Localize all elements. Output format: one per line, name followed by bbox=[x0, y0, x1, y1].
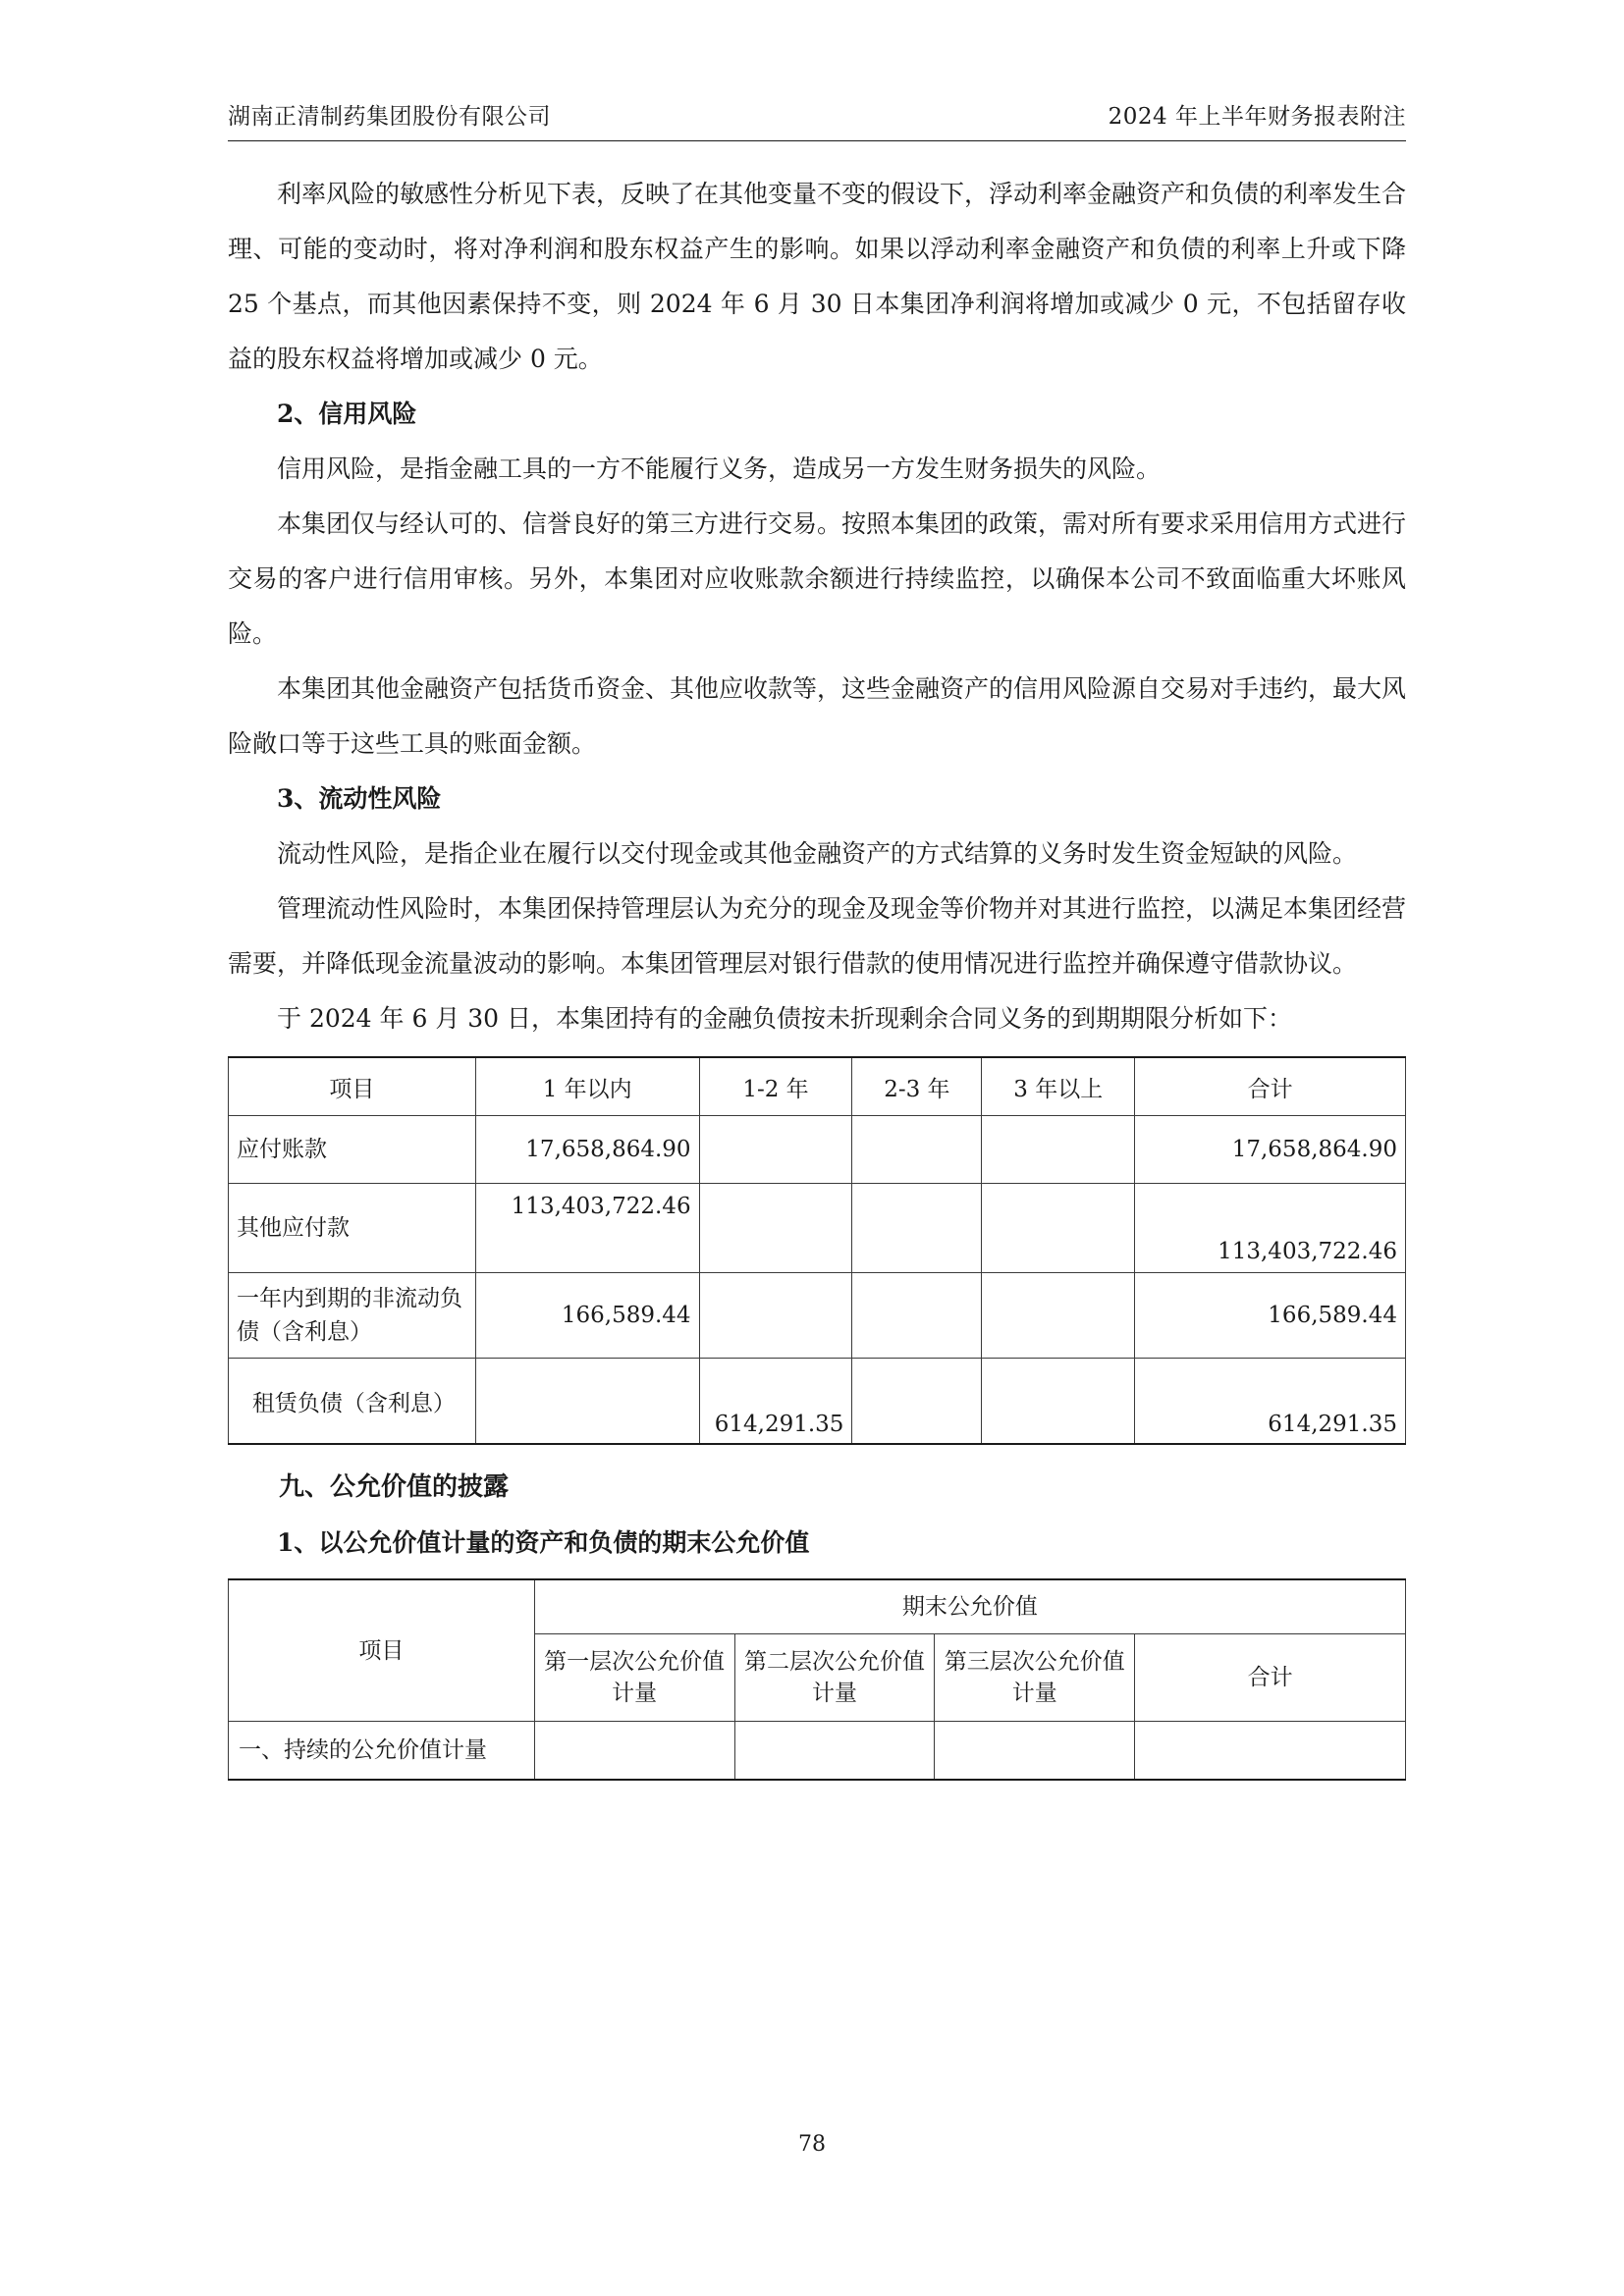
col-header-2-3-years: 2-3 年 bbox=[852, 1057, 982, 1116]
fv-col-header-level-1: 第一层次公允价值计量 bbox=[534, 1634, 734, 1722]
section-heading-credit-risk: 2、信用风险 bbox=[277, 400, 417, 428]
paragraph-liquidity-management: 管理流动性风险时，本集团保持管理层认为充分的现金及现金等价物并对其进行监控，以满足本集团经营需要，并降低现金流量波动的影响。本集团管理层对银行借款的使用情况进行监控并确保遵守借款协议。 bbox=[228, 894, 1407, 978]
cell-over-3-years bbox=[982, 1184, 1135, 1273]
paragraph-maturity-analysis-intro: 于 2024 年 6 月 30 日，本集团持有的金融负债按未折现剩余合同义务的到期期限分析如下： bbox=[277, 1004, 1293, 1033]
cell-2-3-years bbox=[852, 1116, 982, 1184]
paragraph-credit-policy: 本集团仅与经认可的、信誉良好的第三方进行交易。按照本集团的政策，需对所有要求采用信用方式进行交易的客户进行信用审核。另外，本集团对应收账款余额进行持续监控，以确保本公司不致面临重大坏账风险。 bbox=[228, 509, 1407, 648]
cell-item: 其他应付款 bbox=[229, 1184, 476, 1273]
cell-item: 一年内到期的非流动负债（含利息） bbox=[229, 1273, 476, 1359]
cell-2-3-years bbox=[852, 1184, 982, 1273]
page-header bbox=[228, 98, 1406, 141]
fv-col-header-total: 合计 bbox=[1135, 1634, 1406, 1722]
cell-within-1-year: 17,658,864.90 bbox=[475, 1116, 699, 1184]
section-heading-liquidity-risk: 3、流动性风险 bbox=[277, 784, 442, 813]
header-report-title: 2024 年上半年财务报表附注 bbox=[1108, 104, 1406, 130]
maturity-analysis-table bbox=[228, 1056, 1406, 1445]
cell-1-2-years bbox=[699, 1116, 852, 1184]
paragraph-liquidity-risk-definition: 流动性风险，是指企业在履行以交付现金或其他金融资产的方式结算的义务时发生资金短缺的风险。 bbox=[277, 839, 1358, 868]
cell-1-2-years: 614,291.35 bbox=[699, 1359, 852, 1445]
table-row bbox=[229, 1273, 1406, 1359]
cell-1-2-years bbox=[699, 1273, 852, 1359]
fv-col-header-item: 项目 bbox=[229, 1579, 535, 1722]
fv-group-header-closing-fair-value: 期末公允价值 bbox=[534, 1579, 1405, 1634]
table-row bbox=[229, 1184, 1406, 1273]
section-heading-fair-value-disclosure: 九、公允价值的披露 bbox=[279, 1472, 510, 1502]
col-header-1-2-years: 1-2 年 bbox=[699, 1057, 852, 1116]
col-header-item: 项目 bbox=[229, 1057, 476, 1116]
cell-2-3-years bbox=[852, 1273, 982, 1359]
cell-over-3-years bbox=[982, 1116, 1135, 1184]
fv-col-header-level-3: 第三层次公允价值计量 bbox=[935, 1634, 1135, 1722]
page-content bbox=[228, 98, 1406, 1781]
cell-2-3-years bbox=[852, 1359, 982, 1445]
fv-cell-level-3 bbox=[935, 1722, 1135, 1781]
cell-total: 113,403,722.46 bbox=[1135, 1184, 1406, 1273]
col-header-over-3-years: 3 年以上 bbox=[982, 1057, 1135, 1116]
cell-within-1-year bbox=[475, 1359, 699, 1445]
fv-cell-total bbox=[1135, 1722, 1406, 1781]
cell-over-3-years bbox=[982, 1359, 1135, 1445]
fv-col-header-level-2: 第二层次公允价值计量 bbox=[734, 1634, 935, 1722]
cell-over-3-years bbox=[982, 1273, 1135, 1359]
cell-total: 166,589.44 bbox=[1135, 1273, 1406, 1359]
cell-item: 应付账款 bbox=[229, 1116, 476, 1184]
cell-item: 租赁负债（含利息） bbox=[229, 1359, 476, 1445]
fv-group-header-row bbox=[229, 1579, 1406, 1634]
col-header-total: 合计 bbox=[1135, 1057, 1406, 1116]
fv-cell-level-2 bbox=[734, 1722, 935, 1781]
fair-value-table bbox=[228, 1578, 1406, 1781]
fv-cell-item: 一、持续的公允价值计量 bbox=[229, 1722, 535, 1781]
cell-total: 17,658,864.90 bbox=[1135, 1116, 1406, 1184]
header-company-name: 湖南正清制药集团股份有限公司 bbox=[228, 104, 551, 130]
paragraph-other-financial-assets: 本集团其他金融资产包括货币资金、其他应收款等，这些金融资产的信用风险源自交易对手违约，最大风险敞口等于这些工具的账面金额。 bbox=[228, 674, 1407, 758]
table-header-row bbox=[229, 1057, 1406, 1116]
cell-within-1-year: 166,589.44 bbox=[475, 1273, 699, 1359]
table-row bbox=[229, 1116, 1406, 1184]
fv-table-row bbox=[229, 1722, 1406, 1781]
fv-cell-level-1 bbox=[534, 1722, 734, 1781]
paragraph-interest-rate-sensitivity: 利率风险的敏感性分析见下表，反映了在其他变量不变的假设下，浮动利率金融资产和负债的利率发生合理、可能的变动时，将对净利润和股东权益产生的影响。如果以浮动利率金融资产和负债的利率上升或下降 25 个基点，而其他因素保持不变，则 2024 年 6 月 30 日本集团净利润将增加或减少 0 元，不包括留存收益的股东权益将增加或减少 0 元。 bbox=[228, 180, 1407, 373]
paragraph-credit-risk-definition: 信用风险，是指金融工具的一方不能履行义务，造成另一方发生财务损失的风险。 bbox=[277, 454, 1162, 483]
cell-1-2-years bbox=[699, 1184, 852, 1273]
section-heading-fair-value-measurement: 1、以公允价值计量的资产和负债的期末公允价值 bbox=[277, 1528, 810, 1557]
cell-total: 614,291.35 bbox=[1135, 1359, 1406, 1445]
col-header-within-1-year: 1 年以内 bbox=[475, 1057, 699, 1116]
table-row bbox=[229, 1359, 1406, 1445]
page-number: 78 bbox=[798, 2132, 826, 2157]
cell-within-1-year: 113,403,722.46 bbox=[475, 1184, 699, 1273]
